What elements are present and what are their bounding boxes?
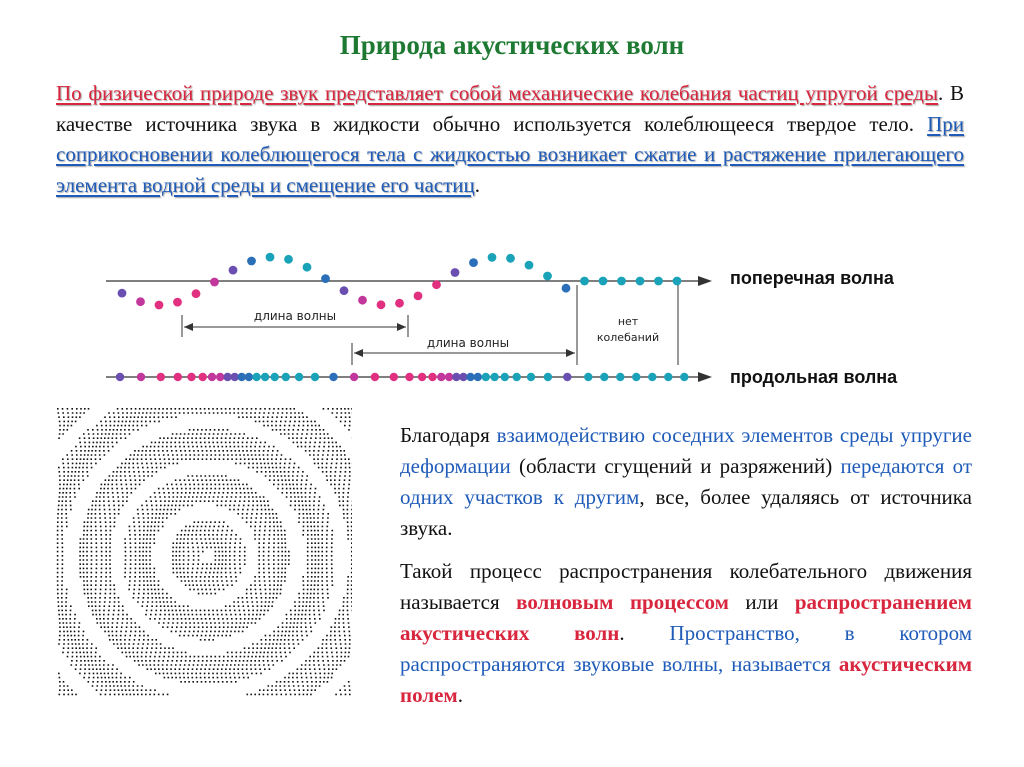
longitudinal-dot [137, 373, 145, 381]
transverse-dot [377, 300, 386, 309]
transverse-wave-label: поперечная волна [730, 268, 894, 288]
interaction-paragraph [400, 420, 972, 544]
wavelength-2-label: длина волны [426, 336, 510, 350]
longitudinal-dot [474, 373, 482, 381]
transverse-dot [358, 296, 367, 305]
transverse-dot [580, 277, 589, 286]
longitudinal-dot [271, 373, 279, 381]
transverse-dot [414, 292, 423, 301]
transverse-axis-arrowhead [698, 276, 712, 286]
longitudinal-dot [282, 373, 290, 381]
process-text-2: или [728, 590, 795, 614]
longitudinal-dot [501, 373, 509, 381]
process-text-4: . [457, 683, 463, 707]
no-oscillation-label-line1: нет [617, 315, 639, 328]
intro-period-1: . [938, 81, 944, 105]
transverse-dot [210, 278, 219, 287]
longitudinal-axis-arrowhead [698, 372, 712, 382]
interaction-highlight-2: передаются от одних участков к другим [400, 454, 972, 509]
longitudinal-dot [157, 373, 165, 381]
transverse-dot [543, 272, 552, 281]
transverse-dot [340, 286, 349, 295]
longitudinal-dot [174, 373, 182, 381]
transverse-dot [395, 299, 404, 308]
interaction-text-1: Благодаря [400, 423, 497, 447]
acoustic-propagation-term: распространением акустических волн [400, 590, 972, 645]
transverse-dot [654, 277, 663, 286]
interaction-text-3: , все, более удаляясь от источника звука. [400, 485, 973, 540]
transverse-dot [506, 254, 515, 263]
longitudinal-dot [418, 373, 426, 381]
transverse-dot [469, 258, 478, 267]
transverse-dot [247, 257, 256, 266]
intro-definition-red: По физической природе звук представляет собой механические колебания частиц упругой среды [56, 81, 939, 105]
transverse-dot [173, 298, 182, 307]
longitudinal-dot [664, 373, 672, 381]
longitudinal-dot [371, 373, 379, 381]
longitudinal-dot [329, 373, 337, 381]
wavelength-1-arrowhead-left [184, 323, 193, 331]
transverse-dot [673, 277, 682, 286]
longitudinal-dot [208, 373, 216, 381]
longitudinal-dot [428, 373, 436, 381]
longitudinal-dot [513, 373, 521, 381]
transverse-dot [451, 268, 460, 277]
longitudinal-dot [544, 373, 552, 381]
wave-dots [116, 253, 689, 382]
intro-contact-sentence-blue: При соприкосновении колеблющегося тела с жидкостью возникает сжатие и растяжение прилегающего элемента водной среды и смещение его частиц [56, 111, 964, 197]
transverse-dot [192, 289, 201, 298]
longitudinal-dot [490, 373, 498, 381]
transverse-dot [525, 261, 534, 270]
transverse-dot [617, 277, 626, 286]
page-title: Природа акустических волн [339, 30, 685, 60]
transverse-dot [155, 301, 164, 310]
longitudinal-dot [527, 373, 535, 381]
transverse-dot [432, 280, 441, 289]
wave-process-term: волновым процессом [516, 590, 729, 614]
longitudinal-dot [600, 373, 608, 381]
transverse-dot [636, 277, 645, 286]
longitudinal-dot [482, 373, 490, 381]
longitudinal-dot [563, 373, 571, 381]
transverse-dot [303, 263, 312, 272]
longitudinal-wave-label: продольная волна [730, 367, 898, 387]
transverse-dot [562, 284, 571, 293]
longitudinal-dot [632, 373, 640, 381]
longitudinal-dot [252, 373, 260, 381]
transverse-dot [488, 253, 497, 262]
transverse-dot [136, 297, 145, 306]
longitudinal-dot [199, 373, 207, 381]
longitudinal-dot [680, 373, 688, 381]
longitudinal-dot [437, 373, 445, 381]
longitudinal-dot [245, 373, 253, 381]
longitudinal-dot [616, 373, 624, 381]
right-text-column [400, 420, 972, 711]
interaction-highlight-1: взаимодействию соседних элементов среды упругие деформации [400, 423, 972, 478]
longitudinal-dot [238, 373, 246, 381]
intro-period-2: . [474, 172, 480, 197]
acoustic-field-definition: Пространство, в котором распространяются звуковые волны, называется [400, 621, 973, 676]
longitudinal-dot [187, 373, 195, 381]
longitudinal-dot [390, 373, 398, 381]
wave-process-paragraph [400, 556, 972, 711]
transverse-dot [284, 255, 293, 264]
longitudinal-dot [445, 373, 453, 381]
wavelength-2-arrowhead-left [354, 349, 363, 357]
process-text-1: Такой процесс распространения колебательного движения называется [400, 559, 972, 614]
process-text-3: . [619, 621, 670, 645]
longitudinal-dot [295, 373, 303, 381]
longitudinal-dot [116, 373, 124, 381]
interaction-text-2: (области сгущений и разряжений) [510, 454, 841, 478]
transverse-dot [266, 253, 275, 262]
longitudinal-dot [648, 373, 656, 381]
wave-diagram [100, 245, 960, 393]
longitudinal-dot [350, 373, 358, 381]
transverse-dot [599, 277, 608, 286]
wavelength-2-arrowhead-right [566, 349, 575, 357]
transverse-dot [118, 289, 127, 298]
acoustic-field-term: акустическим полем [400, 652, 972, 707]
no-oscillation-label-line2: колебаний [596, 331, 660, 344]
transverse-dot [229, 266, 238, 275]
longitudinal-dot [466, 373, 474, 381]
acoustic-field-illustration [56, 406, 352, 696]
longitudinal-dot [405, 373, 413, 381]
longitudinal-dot [261, 373, 269, 381]
longitudinal-dot [216, 373, 224, 381]
intro-source-sentence: В качестве источника звука в жидкости обычно используется колеблющееся твердое тело. [56, 81, 964, 136]
wavelength-1-label: длина волны [253, 309, 337, 323]
intro-paragraph [56, 78, 964, 200]
longitudinal-dot [584, 373, 592, 381]
transverse-dot [321, 274, 330, 283]
wavelength-1-arrowhead-right [397, 323, 406, 331]
longitudinal-dot [311, 373, 319, 381]
